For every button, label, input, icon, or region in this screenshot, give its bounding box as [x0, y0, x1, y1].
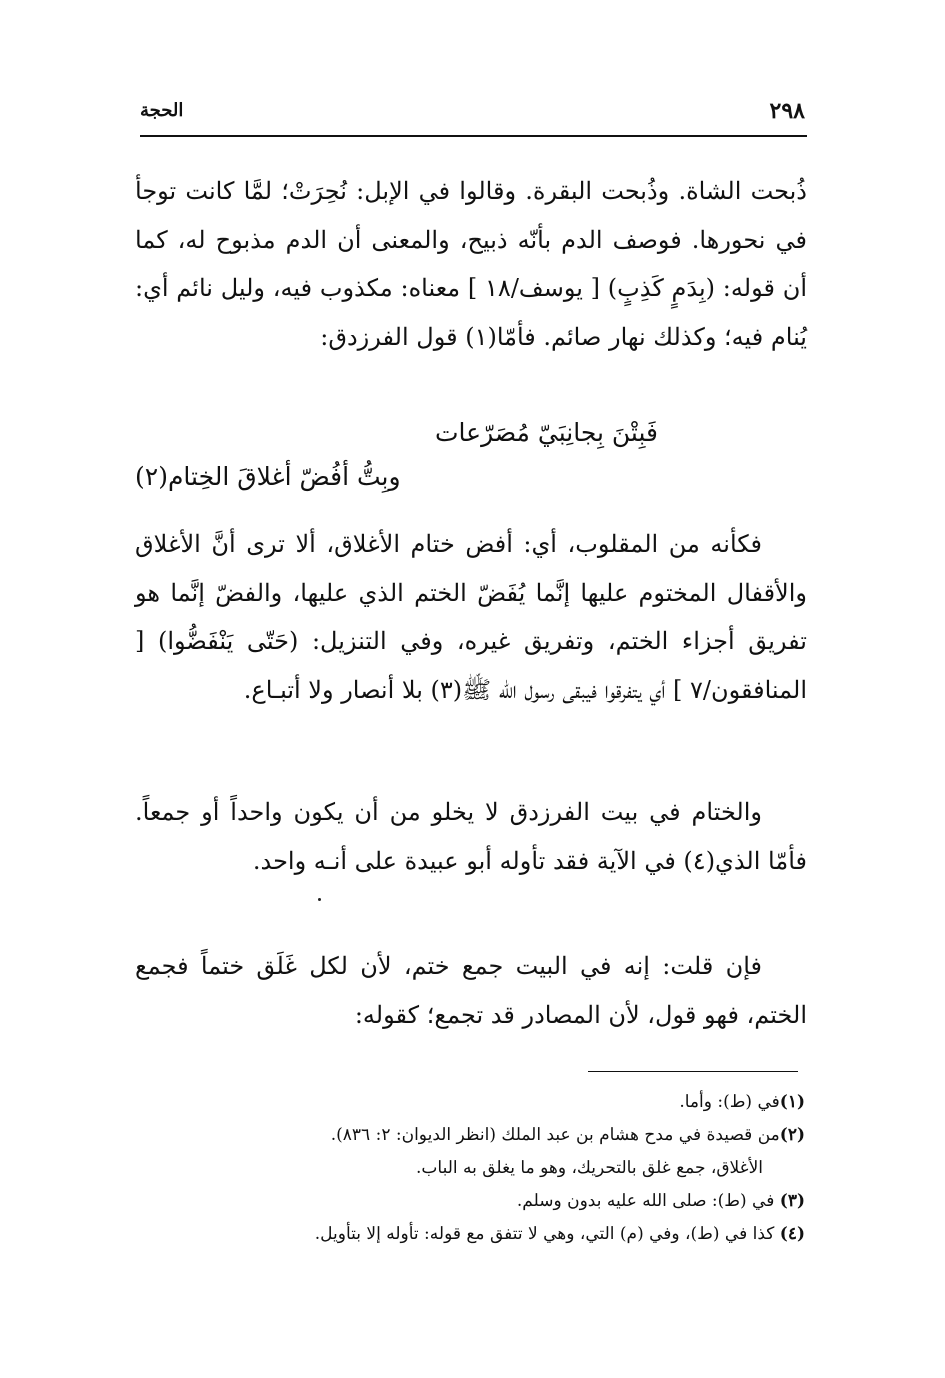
ink-speck	[318, 898, 321, 901]
footnote-2-continuation	[140, 1152, 805, 1185]
footnote-number: (١)	[779, 1092, 805, 1112]
paragraph-1: ذُبحت الشاة. وذُبحت البقرة. وقالوا في الإبل: نُحِرَتْ؛ لمَّا كانت توجأ في نحورها. فوصف الدم بأنّه ذبيح، والمعنى أن الدم مذبوح له، كما أن قوله: (بِدَمٍ كَذِبٍ) [ يوسف/١٨ ] معناه: مكذوب فيه، وليل نائم أي: يُنام فيه؛ وكذلك نهار صائم. فأمّا(١) قول الفرزدق:	[135, 177, 807, 351]
footnote-number: (٤)	[779, 1224, 805, 1244]
footnote-3	[140, 1185, 805, 1218]
footnotes	[140, 1086, 805, 1251]
page-header	[140, 98, 805, 134]
page-number: ٢٩٨	[769, 98, 805, 124]
running-title: الحجة	[140, 100, 184, 121]
verse-line-1: فَبِتْنَ بِجانِبَيّ مُصَرّعات	[435, 418, 658, 447]
paragraph-3: والختام في بيت الفرزدق لا يخلو من أن يكون واحداً أو جمعاً. فأمّا الذي(٤) في الآية فقد تأوله أبو عبيدة على أنـه واحد.	[135, 798, 807, 875]
footnote-1	[140, 1086, 805, 1119]
footnote-2	[140, 1119, 805, 1152]
footnote-text: من قصيدة في مدح هشام بن عبد الملك (انظر الديوان: ٢: ٨٣٦).	[330, 1125, 780, 1145]
footnote-text: كذا في (ط)، وفي (م) التي، وهي لا تتفق مع قوله: تأوله إلا بتأويل.	[314, 1224, 780, 1244]
footnote-number: (٢)	[779, 1125, 805, 1145]
footnote-text: الأغلاق، جمع غلق بالتحريك، وهو ما يغلق به الباب.	[415, 1158, 763, 1178]
footnote-4	[140, 1218, 805, 1251]
paragraph-2: فكأنه من المقلوب، أي: أفض ختام الأغلاق، ألا ترى أنَّ الأغلاق والأقفال المختوم عليها إنَّما يُفَضّ الختم الذي عليها، والفضّ إنَّما هو تفريق أجزاء الختم، وتفريق غيره، وفي التنزيل: (حَتّى يَنْفَضُّوا) [ المنافقون/٧ ] أي يتفرقوا فيبقى رسول الله ﷺ(٣) بلا أنصار ولا أتبـاع.	[135, 530, 808, 704]
footnote-rule	[588, 1071, 798, 1072]
header-rule	[140, 135, 807, 137]
footnote-text: في (ط): صلى الله عليه بدون وسلم.	[516, 1191, 780, 1211]
paragraph-4: فإن قلت: إنه في البيت جمع ختم، لأن لكل غَلَق ختماً فجمع الختم، فهو قول، لأن المصادر قد تجمع؛ كقوله:	[135, 952, 807, 1029]
footnote-text: في (ط): وأما.	[679, 1092, 780, 1112]
verse-line-2: وبِتُّ أفُضّ أغلاقَ الخِتام(٢)	[135, 462, 401, 491]
footnote-number: (٣)	[779, 1191, 805, 1211]
